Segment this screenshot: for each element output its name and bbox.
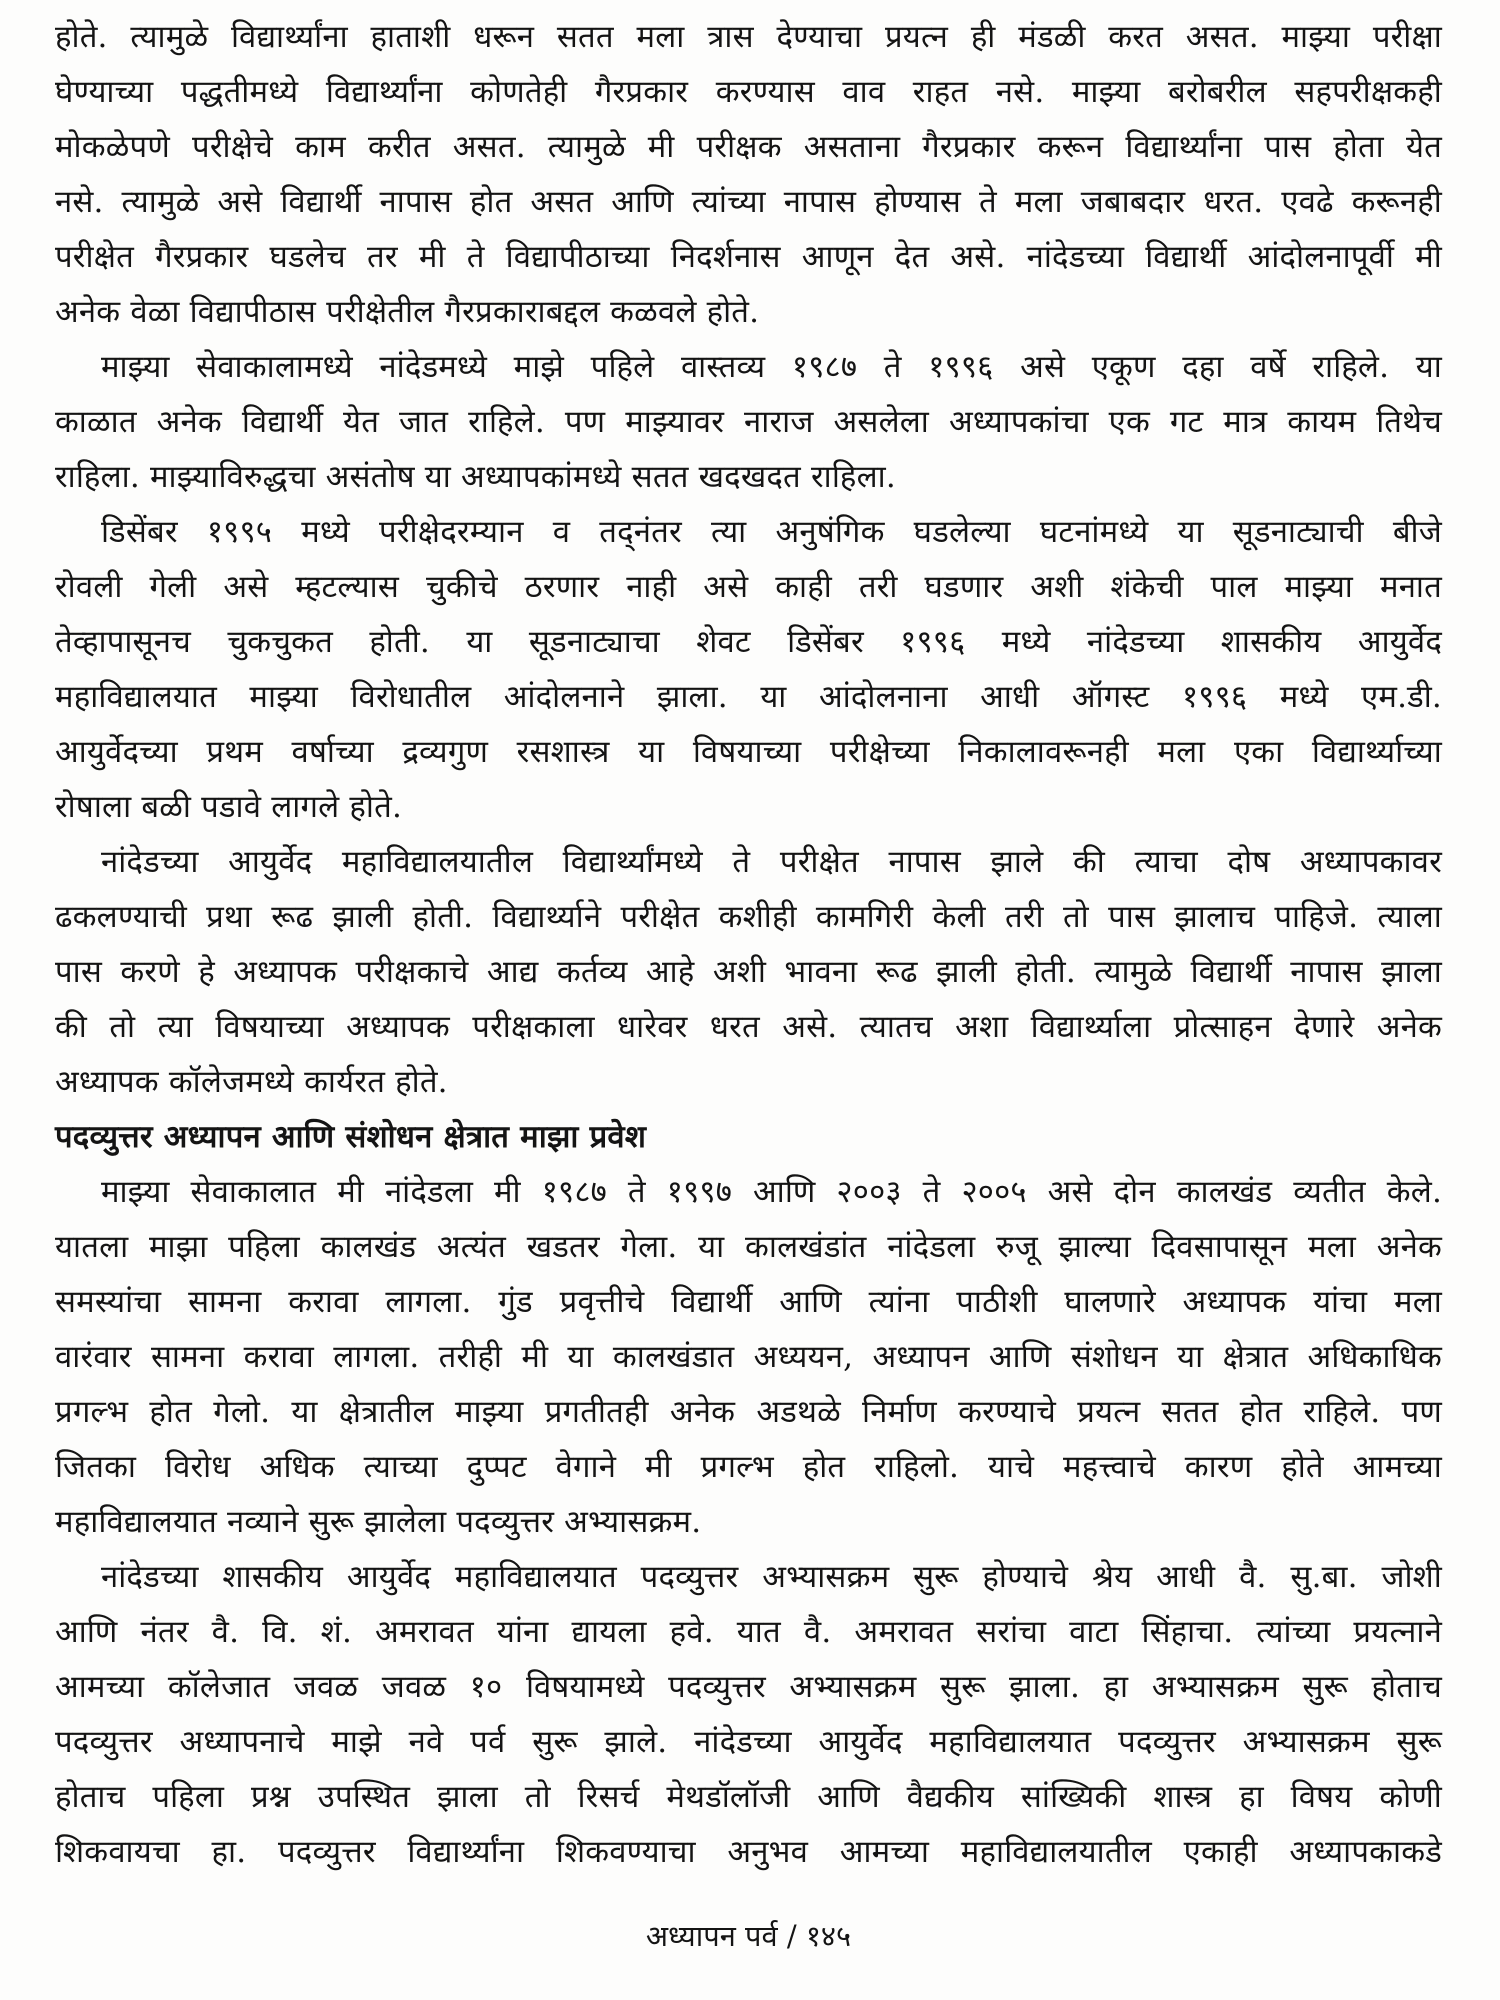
text-line: शिकवायचा हा. पदव्युत्तर विद्यार्थ्यांना शिकवण्याचा अनुभव आमच्या महाविद्यालयातील एकाही अध्यापकाकडे — [55, 1834, 1442, 1870]
page-footer: अध्यापन पर्व / १४५ — [645, 1919, 852, 1953]
text-line: काळात अनेक विद्यार्थी येत जात राहिले. पण माझ्यावर नाराज असलेला अध्यापकांचा एक गट मात्र कायम तिथेच — [55, 404, 1442, 440]
text-line: यातला माझा पहिला कालखंड अत्यंत खडतर गेला. या कालखंडांत नांदेडला रुजू झाल्या दिवसापासून मला अनेक — [55, 1229, 1442, 1265]
paragraph — [55, 10, 1442, 340]
text-line: माझ्या सेवाकालात मी नांदेडला मी १९८७ ते १९९७ आणि २००३ ते २००५ असे दोन कालखंड व्यतीत केले. — [101, 1174, 1442, 1210]
text-line: जितका विरोध अधिक त्याच्या दुप्पट वेगाने मी प्रगल्भ होत राहिलो. याचे महत्त्वाचे कारण होते आमच्या — [55, 1449, 1442, 1485]
text-line: होते. त्यामुळे विद्यार्थ्यांना हाताशी धरून सतत मला त्रास देण्याचा प्रयत्न ही मंडळी करत असत. माझ्या परीक्षा — [55, 19, 1442, 55]
paragraph — [55, 1550, 1442, 1880]
text-line: की तो त्या विषयाच्या अध्यापक परीक्षकाला धारेवर धरत असे. त्यातच अशा विद्यार्थ्याला प्रोत्साहन देणारे अनेक — [55, 1009, 1442, 1045]
text-line: मोकळेपणे परीक्षेचे काम करीत असत. त्यामुळे मी परीक्षक असताना गैरप्रकार करून विद्यार्थ्यांना पास होता येत — [55, 129, 1442, 165]
text-line: नांदेडच्या आयुर्वेद महाविद्यालयातील विद्यार्थ्यांमध्ये ते परीक्षेत नापास झाले की त्याचा दोष अध्यापकावर — [101, 844, 1442, 880]
text-line: अध्यापक कॉलेजमध्ये कार्यरत होते. — [55, 1064, 448, 1100]
text-line: पदव्युत्तर अध्यापनाचे माझे नवे पर्व सुरू झाले. नांदेडच्या आयुर्वेद महाविद्यालयात पदव्युत्तर अभ्यासक्रम सुरू — [55, 1724, 1442, 1760]
text-line: आमच्या कॉलेजात जवळ जवळ १० विषयामध्ये पदव्युत्तर अभ्यासक्रम सुरू झाला. हा अभ्यासक्रम सुरू होताच — [55, 1669, 1442, 1705]
text-line: आणि नंतर वै. वि. शं. अमरावत यांना द्यायला हवे. यात वै. अमरावत सरांचा वाटा सिंहाचा. त्यांच्या प्रयत्नाने — [55, 1614, 1442, 1650]
text-line: पास करणे हे अध्यापक परीक्षकाचे आद्य कर्तव्य आहे अशी भावना रूढ झाली होती. त्यामुळे विद्यार्थी नापास झाला — [55, 954, 1442, 990]
text-line: अनेक वेळा विद्यापीठास परीक्षेतील गैरप्रकाराबद्दल कळवले होते. — [55, 294, 760, 330]
text-line: घेण्याच्या पद्धतीमध्ये विद्यार्थ्यांना कोणतेही गैरप्रकार करण्यास वाव राहत नसे. माझ्या बरोबरील सहपरीक्षकही — [55, 74, 1442, 110]
text-line: माझ्या सेवाकालामध्ये नांदेडमध्ये माझे पहिले वास्तव्य १९८७ ते १९९६ असे एकूण दहा वर्षे राहिले. या — [101, 349, 1442, 385]
section-heading — [55, 1110, 1442, 1165]
text-line: समस्यांचा सामना करावा लागला. गुंड प्रवृत्तीचे विद्यार्थी आणि त्यांना पाठीशी घालणारे अध्यापक यांचा मला — [55, 1284, 1442, 1320]
paragraph — [55, 835, 1442, 1110]
text-line: आयुर्वेदच्या प्रथम वर्षाच्या द्रव्यगुण रसशास्त्र या विषयाच्या परीक्षेच्या निकालावरूनही मला एका विद्यार्थ्याच्या — [55, 734, 1442, 770]
text-line: नसे. त्यामुळे असे विद्यार्थी नापास होत असत आणि त्यांच्या नापास होण्यास ते मला जबाबदार धरत. एवढे करूनही — [55, 184, 1442, 220]
text-line: वारंवार सामना करावा लागला. तरीही मी या कालखंडात अध्ययन, अध्यापन आणि संशोधन या क्षेत्रात अधिकाधिक — [55, 1339, 1442, 1375]
text-line: ढकलण्याची प्रथा रूढ झाली होती. विद्यार्थ्याने परीक्षेत कशीही कामगिरी केली तरी तो पास झालाच पाहिजे. त्याला — [55, 899, 1442, 935]
text-line: महाविद्यालयात नव्याने सुरू झालेला पदव्युत्तर अभ्यासक्रम. — [55, 1504, 702, 1540]
text-line: महाविद्यालयात माझ्या विरोधातील आंदोलनाने झाला. या आंदोलनाना आधी ऑगस्ट १९९६ मध्ये एम.डी. — [55, 679, 1442, 715]
text-line: परीक्षेत गैरप्रकार घडलेच तर मी ते विद्यापीठाच्या निदर्शनास आणून देत असे. नांदेडच्या विद्यार्थी आंदोलनापूर्वी मी — [55, 239, 1442, 275]
paragraph — [55, 340, 1442, 505]
paragraph — [55, 1165, 1442, 1550]
text-body — [55, 10, 1442, 1880]
text-line: डिसेंबर १९९५ मध्ये परीक्षेदरम्यान व तद्नंतर त्या अनुषंगिक घडलेल्या घटनांमध्ये या सूडनाट्याची बीजे — [101, 514, 1442, 550]
paragraph — [55, 505, 1442, 835]
text-line: तेव्हापासूनच चुकचुकत होती. या सूडनाट्याचा शेवट डिसेंबर १९९६ मध्ये नांदेडच्या शासकीय आयुर्वेद — [55, 624, 1442, 660]
text-line: होताच पहिला प्रश्न उपस्थित झाला तो रिसर्च मेथडॉलॉजी आणि वैद्यकीय सांख्यिकी शास्त्र हा विषय कोणी — [55, 1779, 1442, 1815]
heading-line: पदव्युत्तर अध्यापन आणि संशोधन क्षेत्रात माझा प्रवेश — [55, 1119, 647, 1155]
text-line: प्रगल्भ होत गेलो. या क्षेत्रातील माझ्या प्रगतीतही अनेक अडथळे निर्माण करण्याचे प्रयत्न सतत होत राहिले. पण — [55, 1394, 1442, 1430]
text-line: रोषाला बळी पडावे लागले होते. — [55, 789, 402, 825]
text-line: राहिला. माझ्याविरुद्धचा असंतोष या अध्यापकांमध्ये सतत खदखदत राहिला. — [55, 459, 896, 495]
text-line: रोवली गेली असे म्हटल्यास चुकीचे ठरणार नाही असे काही तरी घडणार अशी शंकेची पाल माझ्या मनात — [55, 569, 1442, 605]
text-line: नांदेडच्या शासकीय आयुर्वेद महाविद्यालयात पदव्युत्तर अभ्यासक्रम सुरू होण्याचे श्रेय आधी वै. सु.बा. जोशी — [101, 1559, 1442, 1595]
